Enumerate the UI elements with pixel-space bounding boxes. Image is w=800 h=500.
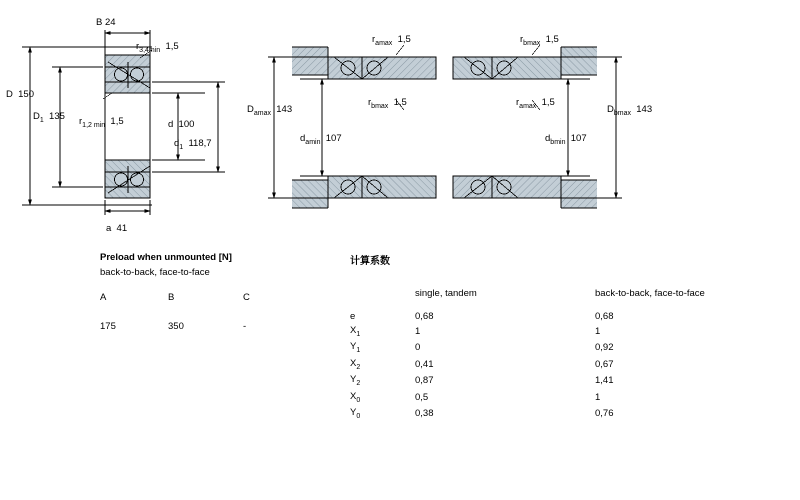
label-rbmax-mid-left: $r_{bmax}$ 1,5 <box>368 97 407 110</box>
table-row <box>350 391 770 407</box>
preload-col-b: B <box>168 292 175 303</box>
preload-val-b: 350 <box>168 320 184 332</box>
label-dbmin: $d_{bmin}$ 107 <box>545 133 587 146</box>
table-row <box>350 341 770 357</box>
factors-row-single-4: 0,87 <box>415 375 434 387</box>
label-Dbmax: $D_{bmax}$ 143 <box>607 104 653 117</box>
label-rbmax-top-right: $r_{bmax}$ 1,5 <box>520 34 559 47</box>
factors-row-symbol-2: $Y_1$ <box>350 341 361 355</box>
factors-row-single-5: 0,5 <box>415 391 429 403</box>
preload-subtitle: back-to-back, face-to-face <box>100 267 210 278</box>
table-row <box>350 358 770 374</box>
table-row <box>100 321 290 336</box>
factors-col-single: single, tandem <box>415 288 477 299</box>
preload-table <box>100 252 320 335</box>
label-Damax: $D_{amax}$ 143 <box>247 104 293 117</box>
factors-row-single-6: 0,38 <box>415 407 434 419</box>
factors-row-btb-0: 0,68 <box>595 310 614 322</box>
factors-row-symbol-1: $X_1$ <box>350 325 361 338</box>
factors-row-single-0: 0,68 <box>415 310 434 322</box>
table-row <box>100 292 290 307</box>
label-a: a 41 <box>106 223 128 234</box>
table-row <box>350 407 770 423</box>
factors-row-single-2: 0 <box>415 342 421 354</box>
label-D1: $D_1$ 135 <box>33 111 65 124</box>
factors-row-btb-5: 1 <box>595 391 601 403</box>
factors-row-symbol-3: $X_2$ <box>350 357 361 371</box>
factors-row-symbol-0: e <box>350 310 356 322</box>
preload-val-a: 175 <box>100 320 116 332</box>
label-damin: $d_{amin}$ 107 <box>300 133 342 146</box>
label-ramax-top-left: $r_{amax}$ 1,5 <box>372 34 411 47</box>
preload-col-a: A <box>100 292 107 303</box>
preload-val-c: - <box>243 320 247 332</box>
factors-row-symbol-5: $X_0$ <box>350 390 361 404</box>
factors-title: 计算系数 <box>350 256 390 267</box>
preload-title: Preload when unmounted [N] <box>100 252 232 263</box>
factors-row-single-3: 0,41 <box>415 358 434 370</box>
factors-values-table <box>350 288 770 423</box>
table-row <box>350 374 770 390</box>
factors-table <box>350 252 780 423</box>
label-d: d 100 <box>168 119 195 130</box>
table-header-row <box>350 288 770 303</box>
table-row <box>350 311 770 326</box>
factors-row-symbol-6: $Y_0$ <box>350 406 361 420</box>
factors-row-single-1: 1 <box>415 325 421 337</box>
factors-col-btb: back-to-back, face-to-face <box>595 288 705 299</box>
preload-values-table <box>100 292 290 335</box>
factors-row-btb-1: 1 <box>595 325 601 337</box>
factors-row-symbol-4: $Y_2$ <box>350 374 361 388</box>
label-D: D 150 <box>6 89 34 100</box>
label-ramax-mid-right: $r_{amax}$ 1,5 <box>516 97 555 110</box>
factors-row-btb-3: 0,67 <box>595 358 614 370</box>
factors-row-btb-4: 1,41 <box>595 375 614 387</box>
label-d1: $d_1$ 118,7 <box>174 138 212 151</box>
label-B: B 24 <box>96 17 116 28</box>
factors-row-btb-6: 0,76 <box>595 407 614 419</box>
table-row <box>350 325 770 341</box>
factors-row-btb-2: 0,92 <box>595 342 614 354</box>
label-r34min: $r_{3,4min}$ 1,5 <box>136 41 179 54</box>
label-r12min: $r_{1,2 min}$ 1,5 <box>79 116 124 129</box>
factors-col-symbol <box>350 288 415 303</box>
preload-col-c: C <box>243 292 250 303</box>
